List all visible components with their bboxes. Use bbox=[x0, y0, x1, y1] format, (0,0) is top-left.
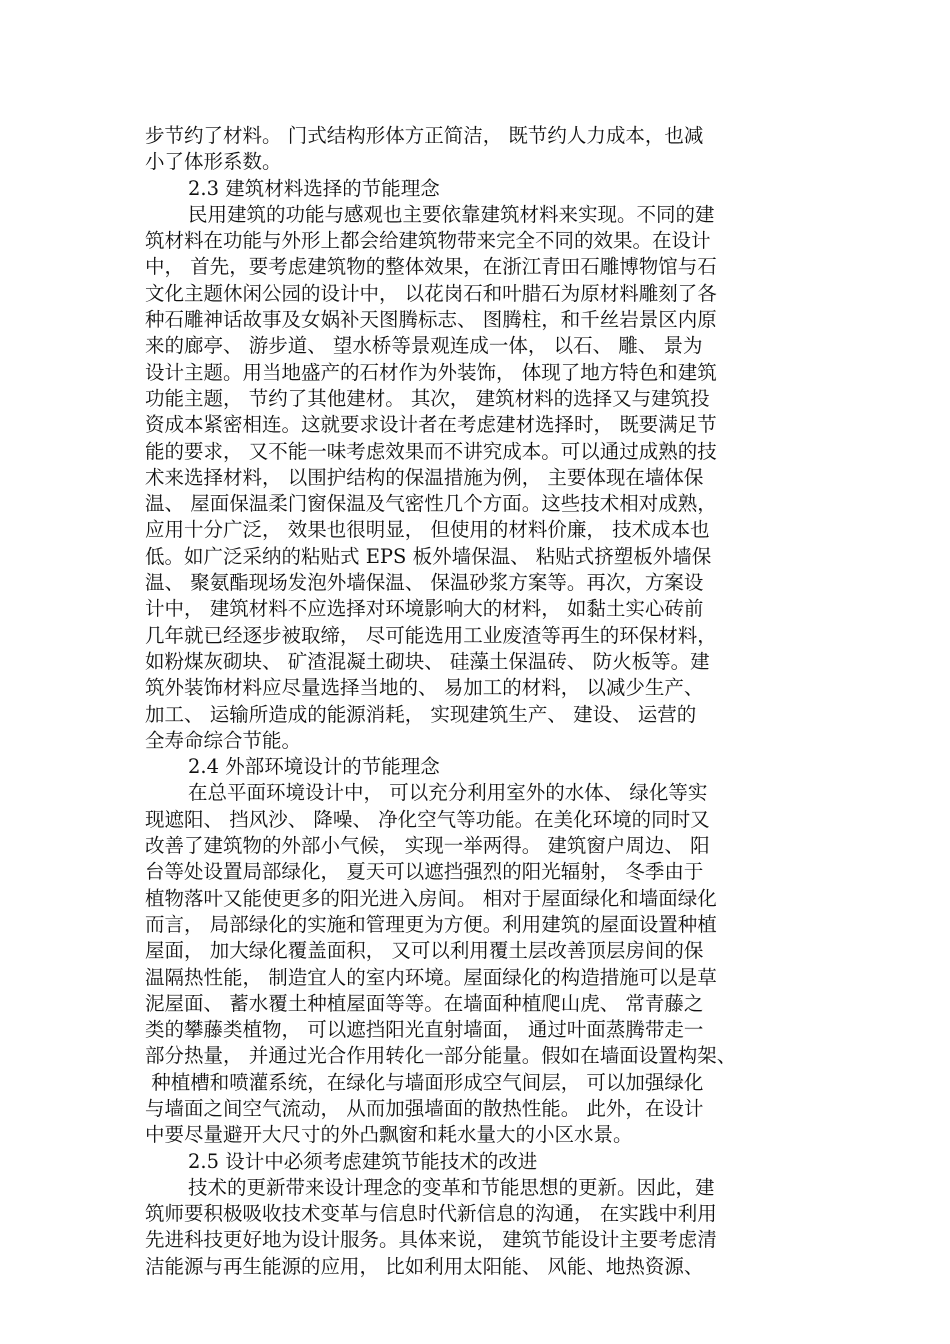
text-line: 温、 屋面保温柔门窗保温及气密性几个方面。这些技术相对成熟， bbox=[145, 492, 717, 516]
text-line: 步节约了材料。 门式结构形体方正简洁， 既节约人力成本，也减 bbox=[145, 124, 704, 147]
text-line: 计中， 建筑材料不应选择对环境影响大的材料， 如黏土实心砖前 bbox=[145, 597, 704, 621]
text-line: 几年就已经逐步被取缔， 尽可能选用工业废渣等再生的环保材料， bbox=[145, 623, 717, 647]
text-line: 加工、 运输所造成的能源消耗， 实现建筑生产、 建设、 运营的 bbox=[145, 702, 697, 726]
text-line: 种植槽和喷灌系统，在绿化与墙面形成空气间层， 可以加强绿化 bbox=[145, 1070, 704, 1094]
text-line: 来的廊亭、 游步道、 望水桥等景观连成一体， 以石、 雕、 景为 bbox=[145, 334, 703, 358]
text-line: 应用十分广泛， 效果也很明显， 但使用的材料价廉， 技术成本也 bbox=[145, 518, 710, 542]
text-line: 植物落叶又能使更多的阳光进入房间。 相对于屋面绿化和墙面绿化 bbox=[145, 886, 717, 910]
text-line: 筑师要积极吸收技术变革与信息时代新信息的沟通， 在实践中利用 bbox=[145, 1202, 717, 1226]
text-line: 术来选择材料， 以围护结构的保温措施为例， 主要体现在墙体保 bbox=[145, 465, 704, 489]
text-line: 功能主题， 节约了其他建材。 其次， 建筑材料的选择又与建筑投 bbox=[145, 386, 710, 410]
text-line: 与墙面之间空气流动， 从而加强墙面的散热性能。 此外，在设计 bbox=[145, 1096, 704, 1120]
text-line: 泥屋面、 蓄水覆土种植屋面等等。在墙面种植爬山虎、 常青藤之 bbox=[145, 991, 704, 1015]
text-line: 屋面， 加大绿化覆盖面积， 又可以利用覆土层改善顶层房间的保 bbox=[145, 939, 704, 963]
text-line: 筑材料在功能与外形上都会给建筑物带来完全不同的效果。在设计 bbox=[145, 229, 711, 253]
text-line: 能的要求， 又不能一味考虑效果而不讲究成本。可以通过成熟的技 bbox=[145, 439, 717, 463]
text-line: 台等处设置局部绿化， 夏天可以遮挡强烈的阳光辐射， 冬季由于 bbox=[145, 860, 704, 884]
paragraph-start-line: 技术的更新带来设计理念的变革和节能思想的更新。因此，建 bbox=[188, 1175, 715, 1199]
document-body-text bbox=[145, 123, 845, 1280]
paragraph-start-line: 2.4 外部环境设计的节能理念 bbox=[188, 755, 440, 779]
text-line: 设计主题。用当地盛产的石材作为外装饰， 体现了地方特色和建筑 bbox=[145, 360, 717, 384]
text-line: 全寿命综合节能。 bbox=[145, 728, 302, 752]
text-line: 如粉煤灰砌块、 矿渣混凝土砌块、 硅藻土保温砖、 防火板等。建 bbox=[145, 649, 710, 673]
text-line: 低。如广泛采纳的粘贴式 EPS 板外墙保温、 粘贴式挤塑板外墙保 bbox=[145, 544, 712, 568]
text-line: 洁能源与再生能源的应用， 比如利用太阳能、 风能、地热资源、 bbox=[145, 1254, 704, 1278]
text-line: 先进科技更好地为设计服务。具体来说， 建筑节能设计主要考虑清 bbox=[145, 1228, 717, 1252]
paragraph-start-line: 2.5 设计中必须考虑建筑节能技术的改进 bbox=[188, 1149, 538, 1173]
text-line: 温、 聚氨酯现场发泡外墙保温、 保温砂浆方案等。再次，方案设 bbox=[145, 571, 704, 595]
paragraph-start-line: 民用建筑的功能与感观也主要依靠建筑材料来实现。不同的建 bbox=[188, 202, 715, 226]
text-line: 筑外装饰材料应尽量选择当地的、 易加工的材料， 以减少生产、 bbox=[145, 676, 704, 700]
text-line: 种石雕神话故事及女娲补天图腾标志、 图腾柱，和千丝岩景区内原 bbox=[145, 308, 717, 332]
text-line: 中要尽量避开大尺寸的外凸飘窗和耗水量大的小区水景。 bbox=[145, 1123, 633, 1147]
text-line: 温隔热性能， 制造宜人的室内环境。屋面绿化的构造措施可以是草 bbox=[145, 965, 717, 989]
text-line: 资成本紧密相连。这就要求设计者在考虑建材选择时， 既要满足节 bbox=[145, 413, 717, 437]
text-line: 而言， 局部绿化的实施和管理更为方便。利用建筑的屋面设置种植 bbox=[145, 912, 717, 936]
text-line: 文化主题休闲公园的设计中， 以花岗石和叶腊石为原材料雕刻了各 bbox=[145, 281, 717, 305]
text-line: 改善了建筑物的外部小气候， 实现一举两得。 建筑窗户周边、 阳 bbox=[145, 834, 710, 858]
text-line: 中， 首先，要考虑建筑物的整体效果，在浙江青田石雕博物馆与石 bbox=[145, 255, 717, 279]
paragraph-start-line: 2.3 建筑材料选择的节能理念 bbox=[188, 176, 440, 200]
text-line: 类的攀藤类植物， 可以遮挡阳光直射墙面， 通过叶面蒸腾带走一 bbox=[145, 1018, 704, 1042]
text-line: 部分热量， 并通过光合作用转化一部分能量。假如在墙面设置构架、 bbox=[145, 1044, 737, 1068]
text-line: 现遮阳、 挡风沙、 降噪、 净化空气等功能。在美化环境的同时又 bbox=[145, 807, 710, 831]
paragraph-start-line: 在总平面环境设计中， 可以充分利用室外的水体、 绿化等实 bbox=[188, 781, 708, 805]
text-line: 小了体形系数。 bbox=[145, 150, 282, 174]
